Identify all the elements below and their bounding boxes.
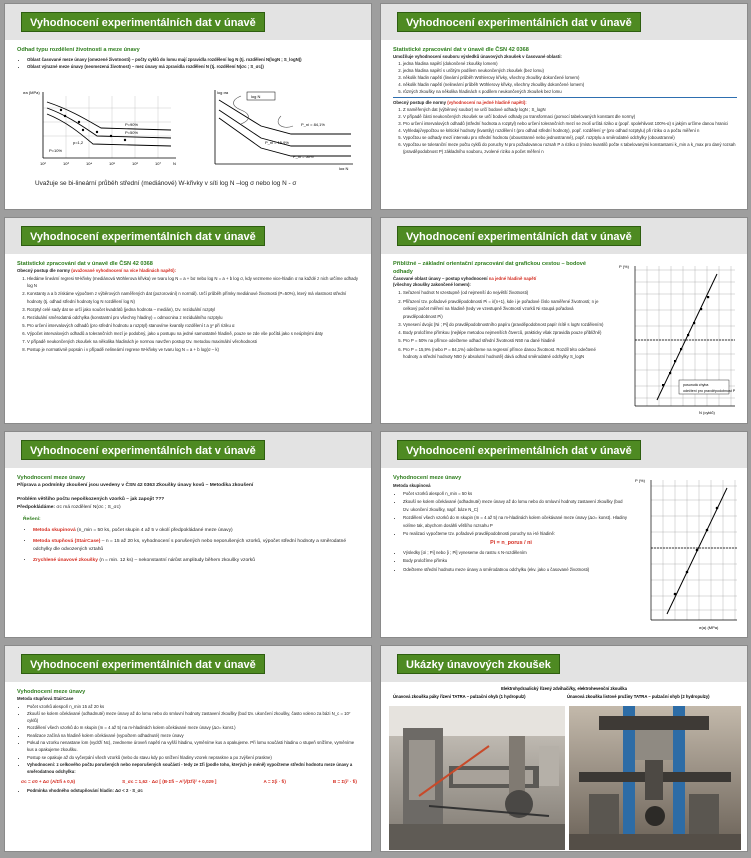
slide-body	[393, 474, 629, 633]
slide-2[interactable]	[380, 3, 748, 210]
list-item: • Rozdělení všech vzorků do m skupin (m = 4 až 5) na m-hladinách kolem očekávané meze únavy (Δσ= konst). Hladiny volíme tak, abychom dosáhli většího rozsahu P	[403, 514, 629, 529]
slide-title: Vyhodnocení experimentálních dat v únavě	[397, 12, 641, 32]
formula: B = Σ(i² · fi)	[332, 778, 357, 784]
slide-title: Vyhodnocení experimentálních dat v únavě	[397, 440, 641, 460]
axis-label: log σa	[217, 90, 229, 95]
slide-8[interactable]	[380, 645, 748, 852]
slide-6[interactable]	[380, 431, 748, 638]
axis-label: P (%)	[619, 264, 629, 269]
method-text: (n_min = 50 ks, počet skupin 4 až 5 v okolí předpokládané meze únavy)	[77, 528, 233, 533]
intro-text: Obecný postup dle normy	[17, 268, 71, 273]
list-item: 1. Seřazení hodnot N vzestupně (od nejmenší do největší životnosti)	[403, 289, 607, 297]
list-item: • Zkouší se kolem očekávané (odhadnuté) meze únavy až do lomu nebo do smluvní hodnoty zastavení zkoušky (bod tzv. ukončení zkoušky, např. báze N_C)	[403, 498, 629, 513]
slide-subtitle: Vyhodnocení meze únavy	[393, 475, 462, 481]
axis-label: log N	[251, 94, 261, 99]
slide-5[interactable]	[4, 431, 372, 638]
slide-7[interactable]	[4, 645, 372, 852]
list-item: • Body proložíme přímku	[403, 557, 629, 565]
slide-4[interactable]	[380, 217, 748, 424]
tick-label: 10³	[63, 161, 69, 166]
slide-title: Vyhodnocení experimentálních dat v únavě	[21, 440, 265, 460]
method-text: – n = 15 až 20 ks, vyhodnocení s porušených nebo neporušených vzorků, výpočet střední hodnoty a směrodatné odchylky dle odvozených vztahů	[33, 539, 347, 552]
tick-label: 10⁵	[109, 161, 116, 166]
list-item: 3. několik hladin napětí (lineární průběh Wöhlerovy křivky, všechny zkoušky dokončené lomem)	[403, 75, 737, 81]
slide-subtitle: Statistické zpracování dat v únavě dle ČSN 42 0368	[17, 261, 153, 267]
intro-text: (všechny zkoušky zakončené lomem):	[393, 282, 471, 288]
slide-body	[17, 474, 361, 633]
list-item: 5. Pro určení intervalových odhadů (pro střední hodnotu a rozptyl) stanovíme kvantily rozdělení t a χ² při riziku α	[27, 322, 361, 329]
annotation: P_ni = 15,9%	[265, 140, 289, 145]
axis-label: σa (MPa)	[23, 90, 40, 95]
annotation: P_ni = 50%	[293, 154, 314, 159]
bullet: • Oblast výrazné meze únavy (neomezená životnost) – mez únavy má zpravidla rozdělení N (tj. rozdělení N(σc ; S_σc))	[27, 64, 361, 70]
photo-caption-right: Únavová zkouška listové pružiny TATRA – pulzační ohyb (2 hydropulzy)	[567, 694, 710, 699]
annotation: P_ni = 84,1%	[301, 122, 325, 127]
slide-subtitle: Statistické zpracování dat v únavě dle ČSN 42 0368	[393, 47, 529, 53]
tick-label: 10⁶	[132, 161, 139, 166]
axis-label: N (cyklů)	[699, 410, 715, 415]
annotation: p=1,2	[73, 140, 84, 145]
annotation: P=10%	[49, 148, 63, 153]
list-item: 3. Rozptyl celé sady dat se určí jako součet kvadrátů (jedna hodnota – medián), tzv. reziduální rozptyl	[27, 306, 361, 313]
photo-caption-left: Únavová zkouška páky řízení TATRA – pulzační ohyb (1 hydropulz)	[393, 694, 526, 699]
intro-text: Obecný postup dle normy	[393, 100, 447, 106]
formula: S_σc = 1,62 · Δσ [ (B·Σfi – A²)/(Σfi)² + 0,029 ]	[122, 778, 217, 784]
photo-heading: Elektrohydraulický řízený zdvihači/ky, elektrohevenční zkouška	[501, 686, 627, 691]
fatigue-limit-graph	[633, 474, 743, 634]
list-item: 3. Pro určení intervalových odhadů (střední hodnota a rozptyl) nebo určení tolerančních mezí se zvolí určitá riziko α (popř. spolehlivost 100%-α) s jakým určíme danou hranici	[403, 121, 737, 127]
list-item: 1. Z naměřených dat (výběrový soubor) se určí bodové odhady logN ; S_logN	[403, 107, 737, 113]
method-text: (n = min. 12 ks) – nekonstantní nárůst amplitudy během zkoušky vzorků	[99, 558, 255, 563]
test-rig-photo-right	[569, 706, 741, 850]
axis-label: log N	[339, 166, 349, 170]
tick-label: 10⁷	[155, 161, 161, 166]
annotation: P=50%	[125, 130, 139, 135]
method-label: Metoda stupňová StairCase	[17, 696, 74, 701]
method-name: Metoda skupinová	[33, 528, 76, 533]
formula: A = Σ(i · fi)	[263, 778, 286, 784]
list-item: 2. jedna hladina napětí s určitým podílem neukončených zkoušek (bez lomu)	[403, 68, 737, 74]
list-item: 2. V případě části neukončených zkoušek se určí bodové odhady po transformaci (pomocí tabelovaných konstant dle normy)	[403, 114, 737, 120]
tick-label: N	[173, 161, 176, 166]
list-item: 8. Postup je normativně popsán i v případě nelineární regrese W-křivky ve tvaru log N = a + b log(σ – k)	[27, 346, 361, 353]
list-item: • Podmínka vhodného odstupňování hladin: Δσ < 2 · S_σc	[27, 788, 361, 795]
list-item: • Zkouší se kolem očekávané (odhadnuté) meze únavy až do lomu nebo do smluvní hodnoty zastavení zkoušky (bod tzv. ukončení zkoušky, často voleno za bázi N_c = 10⁷ cyklů)	[27, 711, 361, 725]
legend-entry: posunutá chyba	[683, 383, 709, 387]
formula-row	[17, 777, 361, 788]
list-item: 4. Body proložíme přímkou (nejlépe metodou nejmenších čtverců, prakticky však zpravidla pouze přibližně)	[403, 329, 607, 337]
slide-title: Vyhodnocení experimentálních dat v únavě	[21, 12, 265, 32]
list-item: • Pokud na vzorku nenastane lom (vydrží Nc), zvedneme úroveň napětí na vyšší hladinu, vyměníme kus a opakujeme. Při lomu součásti hladinu o stupeň snížíme, vyměníme kus a opakujeme zkoušku.	[27, 740, 361, 754]
intro-text: Umožňuje vyhodnocení souboru výsledků únavových zkoušek v časované oblasti:	[393, 54, 562, 59]
probability-paper-graph	[617, 260, 741, 420]
slide-subtitle: Vyhodnocení meze únavy	[17, 689, 86, 695]
annotation: P=90%	[125, 122, 139, 127]
highlight-text: na jedné hladině napětí	[488, 276, 537, 281]
list-item: 1. Hledáme lineární regresi W-křivky (mediánová Wöhlerova křivka) ve tvaru log N = a + bσ nebo log N = a + b log σ, kdy vezmeme vice-hladin σ na každé z nich určíme odhady log N	[27, 275, 361, 290]
prep-text: Příprava a podmínky zkoušení jsou uvedeny v ČSN 42 0363 Zkoušky únavy kovů – Metodika zkoušení	[17, 483, 254, 488]
list-item: 7. V případě neukončených zkoušek na několika hladinách je normou navržen postup tzv. metodou maximální věrohodnosti	[27, 338, 361, 345]
list-item: 1. jedna hladina napětí (dokončené zkoušky lomem)	[403, 61, 737, 67]
list-item: 5. Vypočtou se odhady mezí intervalu pro střední hodnotu (oboustranné nebo jednostranné), popř. rozptylu a směrodatné odchylky (oboustranné)	[403, 135, 737, 141]
slide-subtitle: Vyhodnocení meze únavy	[17, 475, 86, 481]
list-item: 3. Vynesení dvojic [Ni ; Pi] do pravděpodobnostního papíru (pravděpodobnost papír /sítě s logN rozdělením)	[403, 321, 607, 329]
divider	[393, 97, 737, 98]
list-item: 4. Vyhledají/vypočtou se kritické hodnoty (kvantily) rozdělení t (pro odhad střední hodnoty), popř. rozdělení χ² (pro odhad rozptylu) při riziku α a počtu měření n	[403, 128, 737, 134]
list-item: 6. Vypočtou se toleranční meze počtu cyklů do poruchy N pro požadovanou rozsah P a riziko α (místo kvantilů počte s tabelovanými konstantami k_min a k_max pro daný rozsah (pravděpodobnost P) základního souboru, zvolené riziko a počet měření n	[403, 142, 737, 155]
legend-entry: odečtení pro pravděpodobnost P	[683, 389, 736, 393]
list-item: 2. Konstanty a a b získáme výpočtem z výběrových naměřených dat (pozorování) n normál). Určí průběh přímky mediánové životnosti (P=50%), který má vlastnost střední hodnoty (tj. odhad střední hodnoty log N rozdělení log N)	[27, 290, 361, 305]
list-item: • Rozdělení všech vzorků do m skupin (m = 4 až 5) na m-hladinách kolem očekávané meze únavy (Δσ= konst.)	[27, 725, 361, 732]
list-item: • Po realizaci vypočteme tzv. pořadové pravděpodobnosti poruchy na i-té hladině:	[403, 530, 629, 538]
wohler-curve-diagram	[21, 86, 181, 170]
slide-subtitle: Odhad typu rozdělení životnosti a meze únavy	[17, 47, 140, 53]
method-name: Metoda stupňová (StairCase)	[33, 539, 101, 544]
bullet: • Oblast časované meze únavy (omezené životnosti) – počty cyklů do lomu mají zpravidla rozdělení log N (tj. rozdělení N(logN ; S_logN))	[27, 57, 361, 63]
list-item: • Počet vzorků alespoň n_min = 50 ks	[403, 490, 629, 498]
slide-footer-note: Uvažuje se bi-lineární průběh střední (mediánové) W-křivky v síti log N –log σ nebo log N - σ	[35, 180, 297, 187]
slide-title: Vyhodnocení experimentálních dat v únavě	[21, 226, 265, 246]
list-item: 5. různých zkoušky na několika hladinách s podílem neukončených zkoušek bez lomu	[403, 89, 737, 95]
intro-text: Časované oblast únavy – postup vyhodnocení	[393, 276, 488, 281]
assume-label: Předpokládáme:	[17, 505, 56, 510]
method-name: Zrychlené únavové zkoušky	[33, 558, 98, 563]
problem-text: Problém většího počtu nepoškozených vzorků – jak zapojit ???	[17, 497, 165, 502]
list-item: 5. Pro P = 50% na přímce odečteme odhad střední životnosti N50 na dané hladině	[403, 337, 607, 345]
formula: σc = σ0 + Δσ (A/Σfi ± 0,5)	[21, 778, 76, 784]
formula: Pi = n_porus / ni	[490, 539, 532, 546]
list-item: 6. Výpočet intervalových odhadů a tolerančních mezí je podobný, jako u postupu na jedné samostatné hladině, pouze se zde vše počítá jako s neúplnými daty	[27, 330, 361, 337]
slide-title: Ukázky únavových zkoušek	[397, 654, 560, 674]
tick-label: 10⁴	[86, 161, 93, 166]
slide-body	[393, 260, 607, 419]
assume-value: σc má rozdělení N(σc ; S_σc)	[56, 505, 121, 510]
distribution-diagram	[201, 86, 359, 170]
slide-title: Vyhodnocení experimentálních dat v únavě	[21, 654, 265, 674]
tick-label: 10²	[40, 161, 46, 166]
axis-label: P (%)	[635, 478, 645, 483]
highlight-text: (vyhodnocení na jedné hladině napětí):	[447, 100, 527, 106]
list-item: 2. Přiřazení tzv. pořadové pravděpodobnosti Pi = i/(n+1), kde i je pořadové číslo naměřené životnosti; n je celkový počet měření na hladině (tedy ve vzestupně životností vzorků Ni stoupá pořadová pravděpodobnost Pi)	[403, 298, 607, 321]
list-item: 4. Reziduální směrodatná odchylka (konstantní pro všechny hladiny) = odmocnina z reziduálního rozptylu	[27, 314, 361, 321]
list-item: • Počet vzorků alespoň n_min 15 až 20 ks	[27, 704, 361, 711]
slide-3[interactable]	[4, 217, 372, 424]
slide-grid	[4, 3, 748, 855]
list-item: • Vyhodnocení: z celkového počtu porušených nebo neporušených součástí - tedy ze Σfi (podle toho, kterých je méně) vypočteme střední hodnotu meze únavy a směrodatnou odchylku:	[27, 762, 361, 776]
slide-1[interactable]	[4, 3, 372, 210]
list-item: • Výsledky [σi ; Pi] nebo [i ; Pi] vyneseme do rastru s N-rozdělením	[403, 549, 629, 557]
list-item: • Realizace začíná na hladině kolem očekávané (vypočtem odhadnuté) meze únavy	[27, 733, 361, 740]
slide-body	[17, 688, 361, 847]
test-rig-photo-left	[389, 706, 565, 850]
solution-label: Řešení:	[23, 517, 41, 522]
method-label: Metoda skupinová	[393, 483, 431, 488]
list-item: • Postup se opakuje až do vyčerpání všech vzorků (nebo do stavu kdy po snížení hladiny vzorek nepraskne a po zvýšení praskne)	[27, 755, 361, 762]
slide-body	[17, 260, 361, 419]
highlight-text: (uvažované vyhodnocení na více hladinách napětí):	[71, 268, 177, 273]
list-item: 6. Pro P = 15,9% (nebo P = 84,1%) odečteme na regresní přímce danou životnost. Rozdíl této odečtené hodnoty a střední hodnoty N50 (v absolutní hodnotě) dává odhad směrodatné odchylky S_logN	[403, 346, 607, 361]
slide-subtitle: Přibližné – základní orientační zpracování dat grafickou cestou – bodové odhady	[393, 261, 587, 275]
slide-title: Vyhodnocení experimentálních dat v únavě	[397, 226, 641, 246]
axis-label: σ(a) (MPa)	[699, 625, 719, 630]
list-item: • Odečteme střední hodnotu meze únavy a směrodatnou odchylku (ekv. jako u časované životnosti)	[403, 566, 629, 574]
list-item: 4. několik hladin napětí (nelineární průběh Wöhlerovy křivky, všechny zkoušky dokončené lomem)	[403, 82, 737, 88]
slide-body	[393, 46, 737, 205]
